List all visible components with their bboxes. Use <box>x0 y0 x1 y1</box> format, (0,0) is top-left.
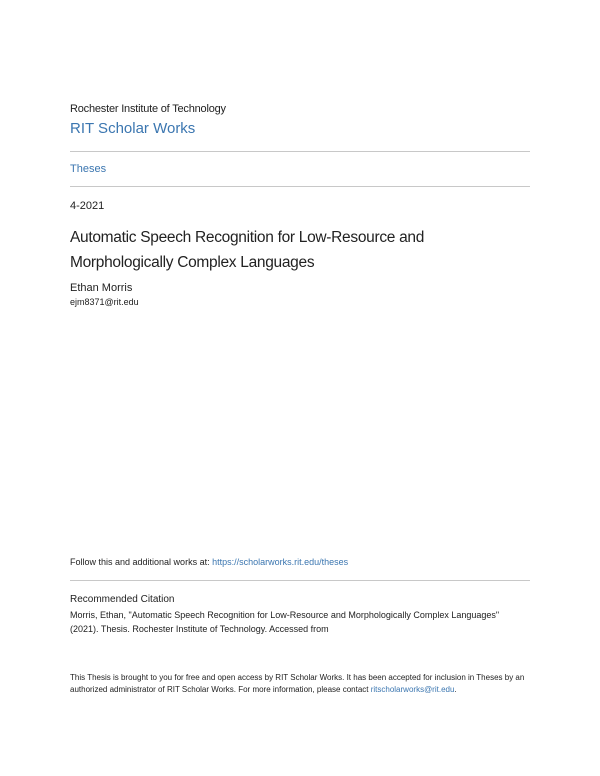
follow-line <box>70 557 348 567</box>
contact-email-link[interactable]: ritscholarworks@rit.edu <box>370 685 455 694</box>
follow-link[interactable]: https://scholarworks.rit.edu/theses <box>212 557 349 567</box>
collection-link[interactable]: Theses <box>70 163 107 175</box>
access-notice-text: This Thesis is brought to you for free and open access by RIT Scholar Works. It has been accepted for inclusion in Theses by an authorized administrator of RIT Scholar Works. For more information, please contact <box>70 673 525 694</box>
publication-date: 4-2021 <box>70 200 105 212</box>
document-title: Automatic Speech Recognition for Low-Resource and Morphologically Complex Languages <box>70 229 425 271</box>
repository-link[interactable]: RIT Scholar Works <box>70 120 196 137</box>
author-name: Ethan Morris <box>70 282 133 294</box>
access-notice-end: . <box>454 685 457 694</box>
author-email: ejm8371@rit.edu <box>70 297 139 307</box>
access-notice <box>70 672 525 696</box>
divider <box>70 151 530 152</box>
divider <box>70 580 530 581</box>
recommended-citation-text: Morris, Ethan, "Automatic Speech Recognition for Low-Resource and Morphologically Complex Languages" (2021). Thesis. Rochester Institute of Technology. Accessed from <box>70 610 500 634</box>
recommended-citation-heading: Recommended Citation <box>70 594 175 605</box>
divider <box>70 186 530 187</box>
follow-text: Follow this and additional works at: <box>70 557 213 567</box>
institution-name: Rochester Institute of Technology <box>70 103 226 115</box>
